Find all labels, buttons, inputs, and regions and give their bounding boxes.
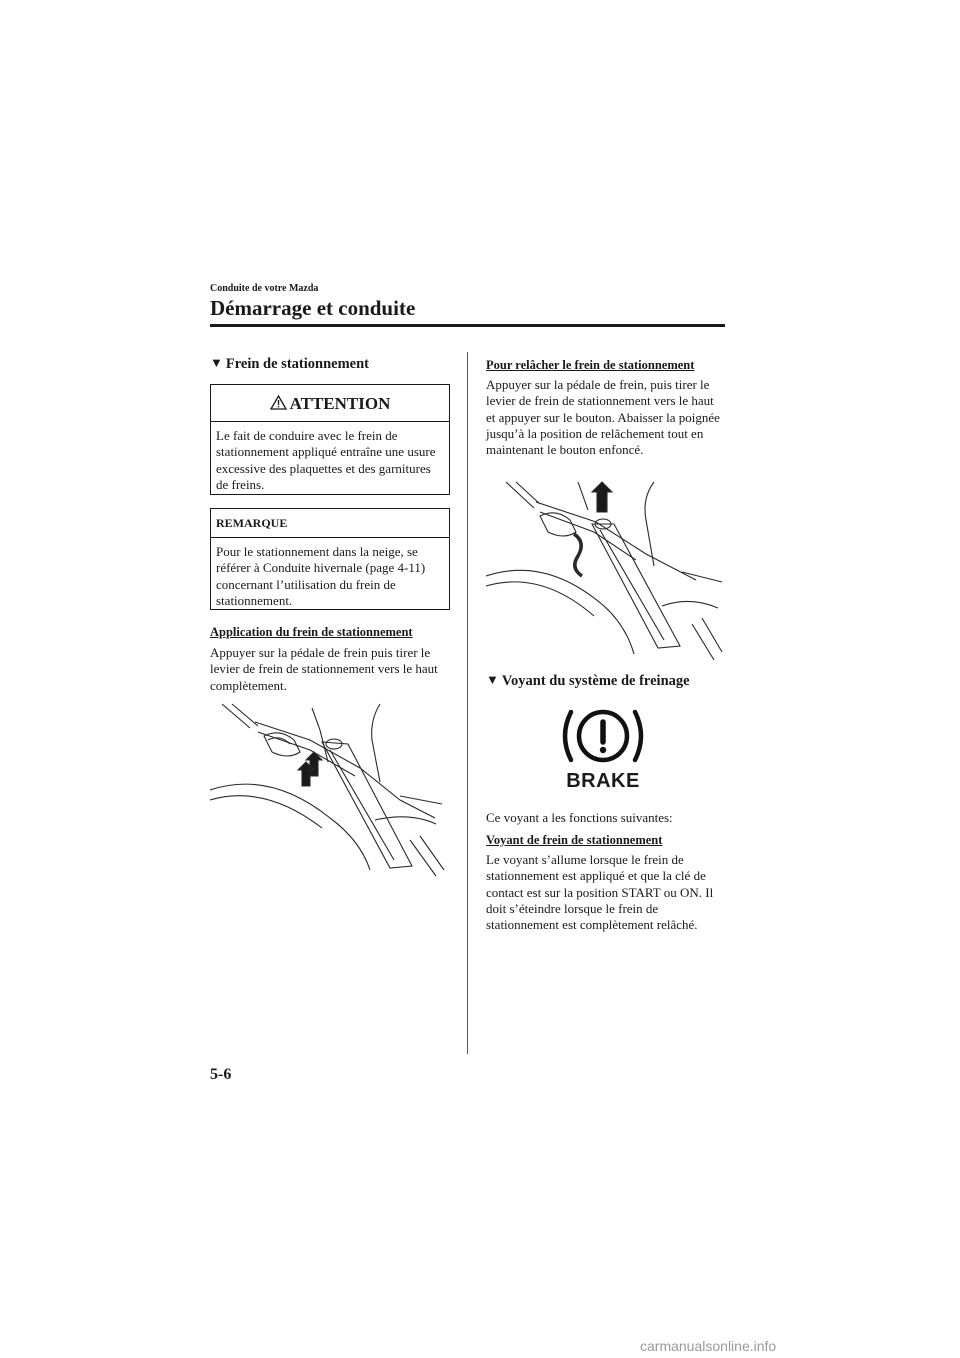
attention-text: Le fait de conduire avec le frein de stationnement appliqué entraîne une usure excessive des plaquettes et des garnitures de freins. — [216, 428, 436, 492]
indicator-subtitle: Voyant de frein de stationnement — [486, 833, 663, 847]
release-brake-illustration — [486, 476, 726, 661]
chapter-title: Conduite de votre Mazda — [210, 283, 319, 294]
section-title: Démarrage et conduite — [210, 296, 416, 320]
warning-triangle-icon — [270, 395, 287, 410]
brake-label: BRAKE — [566, 770, 640, 792]
page-number: 5-6 — [210, 1066, 232, 1083]
indicator-text: Le voyant s’allume lorsque le frein de stationnement est appliqué et que la clé de contact est sur la position START ou ON. Il doit s’éteindre lorsque le frein de stationnement est complètement relâché. — [486, 852, 714, 933]
attention-title: ATTENTION — [289, 394, 391, 413]
note-box — [210, 508, 450, 610]
apply-brake-illustration — [210, 700, 450, 890]
apply-brake-subtitle: Application du frein de stationnement — [210, 625, 413, 639]
release-brake-text: Appuyer sur la pédale de frein, puis tirer le levier de frein de stationnement vers le haut et appuyer sur le bouton. Abaisser la poignée jusqu’à la position de relâchement tout en maintenant le bouton enfoncé. — [486, 377, 720, 458]
column-divider — [467, 352, 468, 1054]
note-title: REMARQUE — [216, 516, 288, 530]
header-rule — [210, 324, 725, 327]
parking-brake-heading: ▼ Frein de stationnement — [210, 355, 369, 372]
attention-box — [210, 384, 450, 495]
triangle-down-icon: ▼ — [210, 355, 223, 370]
triangle-down-icon: ▼ — [486, 672, 499, 687]
brake-warning-icon — [553, 704, 653, 768]
release-brake-subtitle: Pour relâcher le frein de stationnement — [486, 358, 695, 372]
functions-text: Ce voyant a les fonctions suivantes: — [486, 810, 673, 825]
brake-warning-light — [553, 704, 653, 796]
attention-title-row — [211, 394, 449, 418]
brake-warning-heading: ▼ Voyant du système de freinage — [486, 672, 690, 689]
note-text: Pour le stationnement dans la neige, se référer à Conduite hivernale (page 4-11) concernant l’utilisation du frein de stationnement. — [216, 544, 426, 608]
watermark: carmanualsonline.info — [640, 1338, 777, 1354]
apply-brake-text: Appuyer sur la pédale de frein puis tirer le levier de frein de stationnement vers le haut complètement. — [210, 645, 438, 693]
